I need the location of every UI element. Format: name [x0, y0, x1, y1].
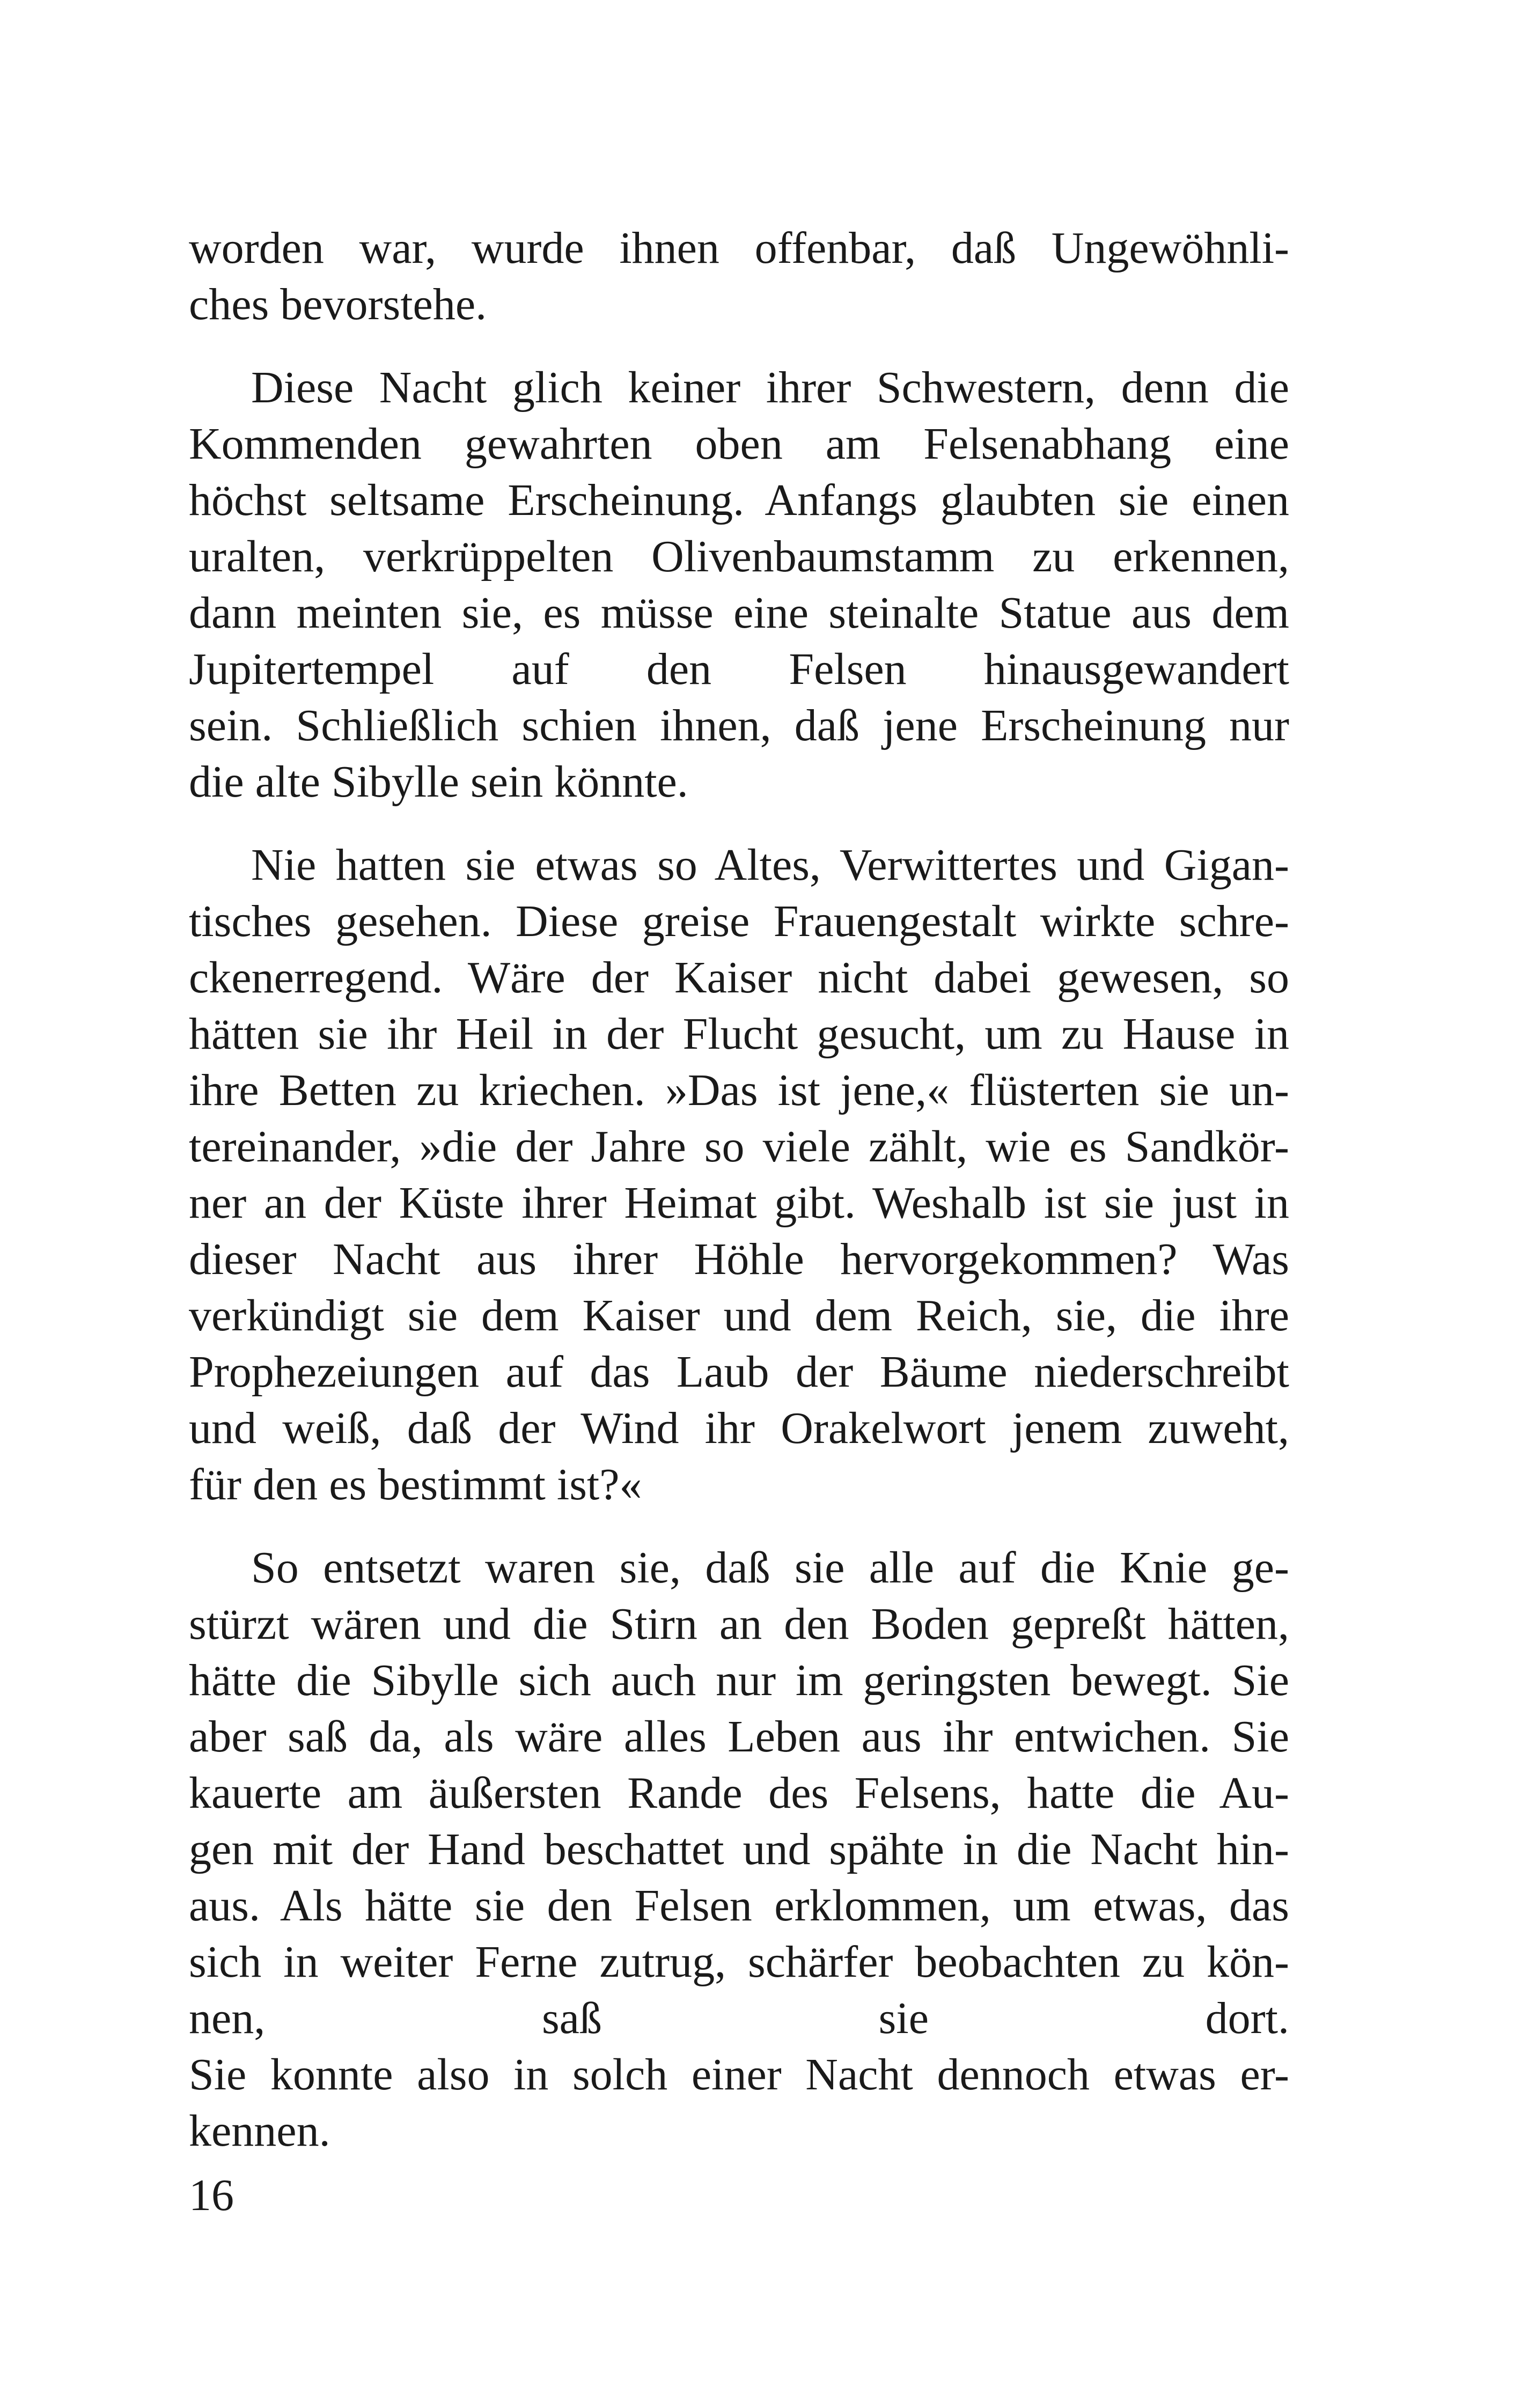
- page-number: 16: [189, 2170, 234, 2220]
- text-line: Kommenden gewahrten oben am Felsenabhang eine: [189, 419, 1289, 469]
- text-line: Prophezeiungen auf das Laub der Bäume niederschreibt: [189, 1347, 1289, 1397]
- text-line: dieser Nacht aus ihrer Höhle hervorgekommen? Was: [189, 1234, 1289, 1284]
- text-line: nen, saß sie dort.: [189, 1993, 1289, 2043]
- text-line: aber saß da, als wäre alles Leben aus ihr entwichen. Sie: [189, 1712, 1289, 1762]
- text-line: tisches gesehen. Diese greise Frauengestalt wirkte schre-: [189, 896, 1289, 946]
- text-line: ckenerregend. Wäre der Kaiser nicht dabei gewesen, so: [189, 953, 1289, 1003]
- text-line: sich in weiter Ferne zutrug, schärfer beobachten zu kön-: [189, 1937, 1289, 1987]
- text-line: die alte Sibylle sein könnte.: [189, 757, 688, 807]
- text-line: Jupitertempel auf den Felsen hinausgewandert: [189, 644, 1289, 694]
- paragraph-2: [189, 359, 1289, 810]
- text-line: uralten, verkrüppelten Olivenbaumstamm zu erkennen,: [189, 532, 1289, 581]
- text-line: tereinander, »die der Jahre so viele zählt, wie es Sandkör-: [189, 1122, 1289, 1172]
- text-line: und weiß, daß der Wind ihr Orakelwort jenem zuweht,: [189, 1403, 1289, 1453]
- text-line: dann meinten sie, es müsse eine steinalte Statue aus dem: [189, 588, 1289, 638]
- text-line: hätte die Sibylle sich auch nur im geringsten bewegt. Sie: [189, 1655, 1289, 1705]
- text-line: kennen.: [189, 2106, 330, 2156]
- text-line: aus. Als hätte sie den Felsen erklommen, um etwas, das: [189, 1881, 1289, 1931]
- text-line: Sie konnte also in solch einer Nacht dennoch etwas er-: [189, 2050, 1289, 2100]
- text-line: stürzt wären und die Stirn an den Boden gepreßt hätten,: [189, 1599, 1289, 1649]
- text-line: Nie hatten sie etwas so Altes, Verwittertes und Gigan-: [251, 840, 1289, 890]
- text-line: höchst seltsame Erscheinung. Anfangs glaubten sie einen: [189, 475, 1289, 525]
- text-line: ches bevorstehe.: [189, 279, 487, 329]
- text-line: für den es bestimmt ist?«: [189, 1460, 642, 1509]
- text-line: hätten sie ihr Heil in der Flucht gesucht, um zu Hause in: [189, 1009, 1289, 1059]
- text-line: kauerte am äußersten Rande des Felsens, hatte die Au-: [189, 1768, 1289, 1818]
- paragraph-3: [189, 837, 1289, 1513]
- body-text: [189, 220, 1289, 2159]
- text-line: gen mit der Hand beschattet und spähte in die Nacht hin-: [189, 1824, 1289, 1874]
- text-line: sein. Schließlich schien ihnen, daß jene Erscheinung nur: [189, 701, 1289, 750]
- paragraph-4: [189, 1540, 1289, 2159]
- text-line: verkündigt sie dem Kaiser und dem Reich, sie, die ihre: [189, 1291, 1289, 1341]
- text-line: ihre Betten zu kriechen. »Das ist jene,« flüsterten sie un-: [189, 1065, 1289, 1115]
- text-line: worden war, wurde ihnen offenbar, daß Ungewöhnli-: [189, 223, 1289, 273]
- text-line: So entsetzt waren sie, daß sie alle auf die Knie ge-: [251, 1543, 1289, 1593]
- paragraph-1: [189, 220, 1289, 333]
- text-line: ner an der Küste ihrer Heimat gibt. Weshalb ist sie just in: [189, 1178, 1289, 1228]
- text-line: Diese Nacht glich keiner ihrer Schwestern, denn die: [251, 363, 1289, 413]
